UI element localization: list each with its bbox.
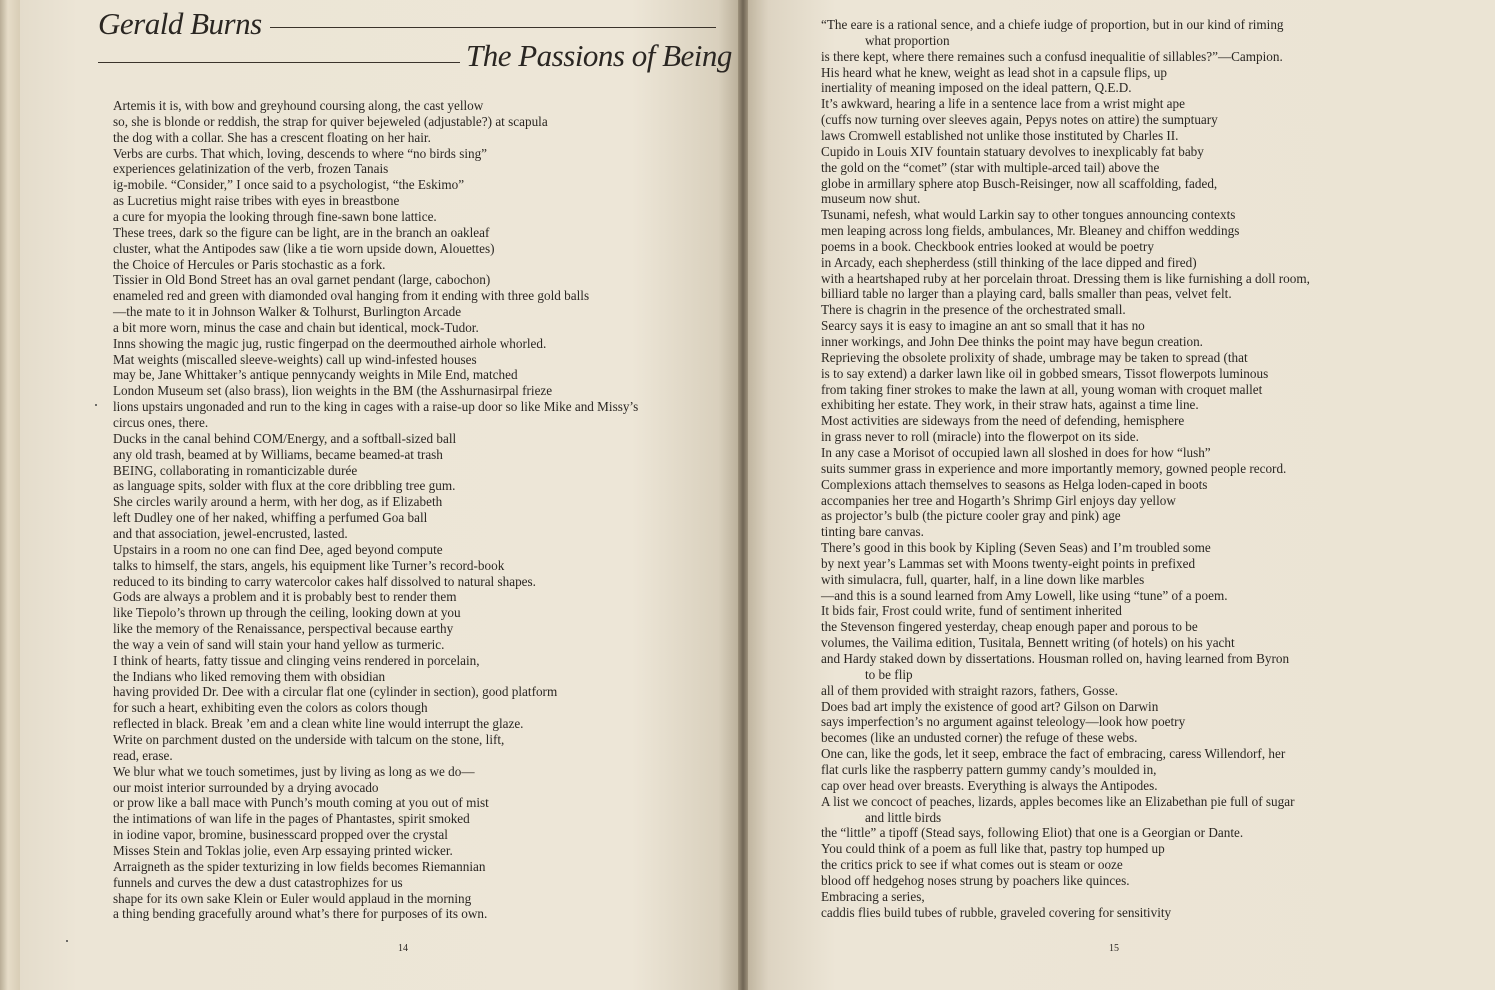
poem-line: caddis flies build tubes of rubble, graveled covering for sensitivity [821,904,1172,920]
poem-line: in iodine vapor, bromine, businesscard propped over the crystal [113,827,448,843]
poem-line: as projector’s bulb (the picture cooler gray and pink) age [821,508,1121,524]
poem-line: the critics prick to see if what comes out is steam or ooze [821,857,1123,873]
poem-line: becomes (like an undusted corner) the refuge of these webs. [821,730,1138,746]
poem-line: It’s awkward, hearing a life in a sentence lace from a wrist might ape [821,96,1185,112]
poem-line: so, she is blonde or reddish, the strap for quiver bejeweled (adjustable?) at scapula [113,113,548,129]
poem-line: funnels and curves the dew a dust catastrophizes for us [113,874,403,890]
poem-line: We blur what we touch sometimes, just by living as long as we do— [113,763,475,779]
poem-line: One can, like the gods, let it seep, embrace the fact of embracing, caress Willendorf, her [821,746,1286,762]
paper-speck [95,404,97,406]
poem-line: Tissier in Old Bond Street has an oval garnet pendant (large, cabochon) [113,272,491,288]
poem-line: says imperfection’s no argument against teleology—look how poetry [821,714,1186,730]
poem-line: the way a vein of sand will stain your hand yellow as turmeric. [113,636,445,652]
poem-line: for such a heart, exhibiting even the colors as colors though [113,700,428,716]
poem-line: with simulacra, full, quarter, half, in a line down like marbles [821,571,1145,587]
paper-speck [66,940,68,942]
poem-line: Tsunami, nefesh, what would Larkin say to other tongues announcing contexts [821,207,1236,223]
poem-line: Write on parchment dusted on the underside with talcum on the stone, lift, [113,732,505,747]
poem-line: Embracing a series, [821,888,925,904]
poem-line: our moist interior surrounded by a drying avocado [113,779,379,795]
poem-line: inertiality of meaning imposed on the ideal pattern, Q.E.D. [821,80,1132,96]
poem-line: Verbs are curbs. That which, loving, descends to where “no birds sing” [113,145,488,161]
poem-line: may be, Jane Whittaker’s antique pennycandy weights in Mile End, matched [113,367,518,383]
poem-line: read, erase. [113,747,173,763]
poem-line: It bids fair, Frost could write, fund of sentiment inherited [821,603,1122,619]
poem-line: globe in armillary sphere atop Busch-Reisinger, now all scaffolding, faded, [821,175,1218,191]
poem-line: in grass never to roll (miracle) into the flowerpot on its side. [821,429,1139,445]
poem-line: from taking finer strokes to make the lawn at all, young woman with croquet mallet [821,381,1263,397]
poem-line: reduced to its binding to carry watercolor cakes half dissolved to natural shapes. [113,573,536,589]
poem-line: BEING, collaborating in romanticizable durée [113,462,358,478]
poem-line: Searcy says it is easy to imagine an ant so small that it has no [821,318,1145,334]
poem-line: blood off hedgehog noses strung by poachers like quinces. [821,872,1130,888]
poem-line: left Dudley one of her naked, whiffing a perfumed Goa ball [113,510,428,526]
poem-title: The Passions of Being [466,38,732,73]
poem-line: Does bad art imply the existence of good art? Gilson on Darwin [821,698,1159,714]
poem-line: —the mate to it in Johnson Walker & Tolhurst, Burlington Arcade [113,304,462,320]
poem-line: A list we concoct of peaches, lizards, apples becomes like an Elizabethan pie full of sugar [821,793,1295,809]
poem-line: —and this is a sound learned from Amy Lowell, like using “tune” of a poem. [821,587,1228,603]
poem-line: circus ones, there. [113,415,209,430]
poem-line: (cuffs now turning over sleeves again, Pepys notes on attire) the sumptuary [821,112,1218,128]
poem-line: the dog with a collar. She has a crescent floating on her hair. [113,129,431,145]
author-name: Gerald Burns [98,6,262,41]
poem-line: what proportion [865,32,950,48]
poem-line: museum now shut. [821,191,921,207]
poem-line: I think of hearts, fatty tissue and clinging veins rendered in porcelain, [113,652,480,668]
poem-line: any old trash, beamed at by Williams, became beamed-at trash [113,446,443,462]
poem-line: Reprieving the obsolete prolixity of shade, umbrage may be taken to spread (that [821,349,1248,365]
poem-line: Artemis it is, with bow and greyhound coursing along, the cast yellow [113,98,484,113]
poem-line: with a heartshaped ruby at her porcelain throat. Dressing them is like furnishing a doll room, [821,270,1310,286]
poem-line: the Choice of Hercules or Paris stochastic as a fork. [113,256,386,272]
poem-line: the Stevenson fingered yesterday, cheap enough paper and porous to be [821,619,1198,635]
poem-line: poems in a book. Checkbook entries looked at would be poetry [821,238,1154,254]
poem-line: as language spits, solder with flux at the core dribbling tree gum. [113,478,456,494]
poem-line: laws Cromwell established not unlike those instituted by Charles II. [821,127,1179,143]
poem-line: Misses Stein and Toklas jolie, even Arp essaying printed wicker. [113,842,453,858]
poem-line: “The eare is a rational sence, and a chiefe iudge of proportion, but in our kind of riming [821,17,1284,32]
poem-line: cluster, what the Antipodes saw (like a tie worn upside down, Alouettes) [113,240,495,256]
poem-line: Complexions attach themselves to seasons as Helga loden-caped in boots [821,476,1208,492]
poem-line: Cupido in Louis XIV fountain statuary devolves to inexplicably fat baby [821,143,1204,159]
poem-line: Most activities are sideways from the need of defending, hemisphere [821,413,1185,429]
poem-line: in Arcady, each shepherdess (still thinking of the lace dipped and fired) [821,254,1197,270]
poem-line: Inns showing the magic jug, rustic fingerpad on the deermouthed airhole whorled. [113,335,547,351]
poem-line: and little birds [865,809,942,825]
poem-line: like the memory of the Renaissance, perspectival because earthy [113,621,454,637]
poem-line: as Lucretius might raise tribes with eyes in breastbone [113,193,400,209]
poem-line: the gold on the “comet” (star with multiple-arced tail) above the [821,159,1160,175]
poem-line: volumes, the Vailima edition, Tusitala, Bennett writing (of hotels) on his yacht [821,635,1235,651]
page-edges [0,0,20,990]
left-page-number: 14 [398,943,408,954]
poem-line: Mat weights (miscalled sleeve-weights) call up wind-infested houses [113,351,477,367]
poem-line: billiard table no larger than a playing card, balls smaller than peas, velvet felt. [821,286,1232,302]
right-page-number: 15 [1109,943,1119,954]
poem-line: a thing bending gracefully around what’s there for purposes of its own. [113,906,488,922]
author-rule [270,27,716,28]
poem-line: or prow like a ball mace with Punch’s mouth coming at you out of mist [113,795,489,811]
poem-line: having provided Dr. Dee with a circular flat one (cylinder in section), good platform [113,684,558,700]
poem-line: all of them provided with straight razors, fathers, Gosse. [821,682,1119,698]
poem-line: enameled red and green with diamonded oval hanging from it ending with three gold balls [113,288,590,304]
poem-line: tinting bare canvas. [821,524,924,540]
poem-line: by next year’s Lammas set with Moons twenty-eight points in prefixed [821,555,1196,571]
poem-line: inner workings, and John Dee thinks the point may have begun creation. [821,334,1203,349]
poem-line: His heard what he knew, weight as lead shot in a capsule flips, up [821,64,1167,80]
poem-line: accompanies her tree and Hogarth’s Shrimp Girl enjoys day yellow [821,492,1176,508]
poem-line: and that association, jewel-encrusted, lasted. [113,525,348,541]
poem-line: experiences gelatinization of the verb, frozen Tanais [113,161,389,177]
poem-line: like Tiepolo’s thrown up through the ceiling, looking down at you [113,605,461,621]
poem-line: reflected in black. Break ’em and a clean white line would interrupt the glaze. [113,716,524,732]
poem-line: talks to himself, the stars, angels, his equipment like Turner’s record-book [113,557,505,573]
poem-line: cap over head over breasts. Everything is always the Antipodes. [821,777,1158,793]
poem-line: You could think of a poem as full like that, pastry top humped up [821,841,1165,857]
poem-line: ig-mobile. “Consider,” I once said to a psychologist, “the Eskimo” [113,177,465,193]
poem-line: the intimations of wan life in the pages of Phantastes, spirit smoked [113,811,470,827]
poem-line: There is chagrin in the presence of the orchestrated small. [821,302,1126,318]
poem-line: In any case a Morisot of occupied lawn all sloshed in does for how “lush” [821,444,1211,460]
poem-line: men leaping across long fields, ambulances, Mr. Bleaney and chiffon weddings [821,223,1240,239]
poem-line: Gods are always a problem and it is probably best to render them [113,589,457,605]
poem-line: Arraigneth as the spider texturizing in low fields becomes Riemannian [113,858,486,874]
poem-line: suits summer grass in experience and more importantly memory, gowned people record. [821,460,1287,476]
poem-line: the Indians who liked removing them with obsidian [113,668,386,684]
poem-line: the “little” a tipoff (Stead says, following Eliot) that one is a Georgian or Dante. [821,825,1244,841]
poem-line: is there kept, where there remaines such a confusd inequalitie of sillables?”—Campion. [821,48,1283,64]
poem-line: to be flip [865,666,913,682]
poem-line: a bit more worn, minus the case and chain but identical, mock-Tudor. [113,319,479,335]
poem-line: Ducks in the canal behind COM/Energy, and a softball-sized ball [113,430,457,446]
poem-line: Upstairs in a room no one can find Dee, aged beyond compute [113,541,443,557]
poem-line: and Hardy staked down by dissertations. Housman rolled on, having learned from Byron [821,651,1290,666]
poem-line: lions upstairs ungonaded and run to the king in cages with a raise-up door so like Mike and Missy’s [113,399,639,415]
poem-line: flat curls like the raspberry pattern gummy candy’s moulded in, [821,761,1157,777]
title-rule [98,62,460,63]
book-gutter [738,0,748,990]
poem-line: There’s good in this book by Kipling (Seven Seas) and I’m troubled some [821,540,1211,556]
poem-line: exhibiting her estate. They work, in their straw hats, against a time line. [821,397,1199,413]
poem-line: a cure for myopia the looking through fine-sawn bone lattice. [113,208,437,224]
poem-line: is to say extend) a darker lawn like oil in gobbed smears, Tissot flowerpots luminous [821,365,1269,381]
poem-line: London Museum set (also brass), lion weights in the BM (the Asshurnasirpal frieze [113,383,553,399]
poem-line: She circles warily around a herm, with her dog, as if Elizabeth [113,494,443,510]
poem-line: These trees, dark so the figure can be light, are in the branch an oakleaf [113,224,490,240]
poem-line: shape for its own sake Klein or Euler would applaud in the morning [113,890,472,906]
